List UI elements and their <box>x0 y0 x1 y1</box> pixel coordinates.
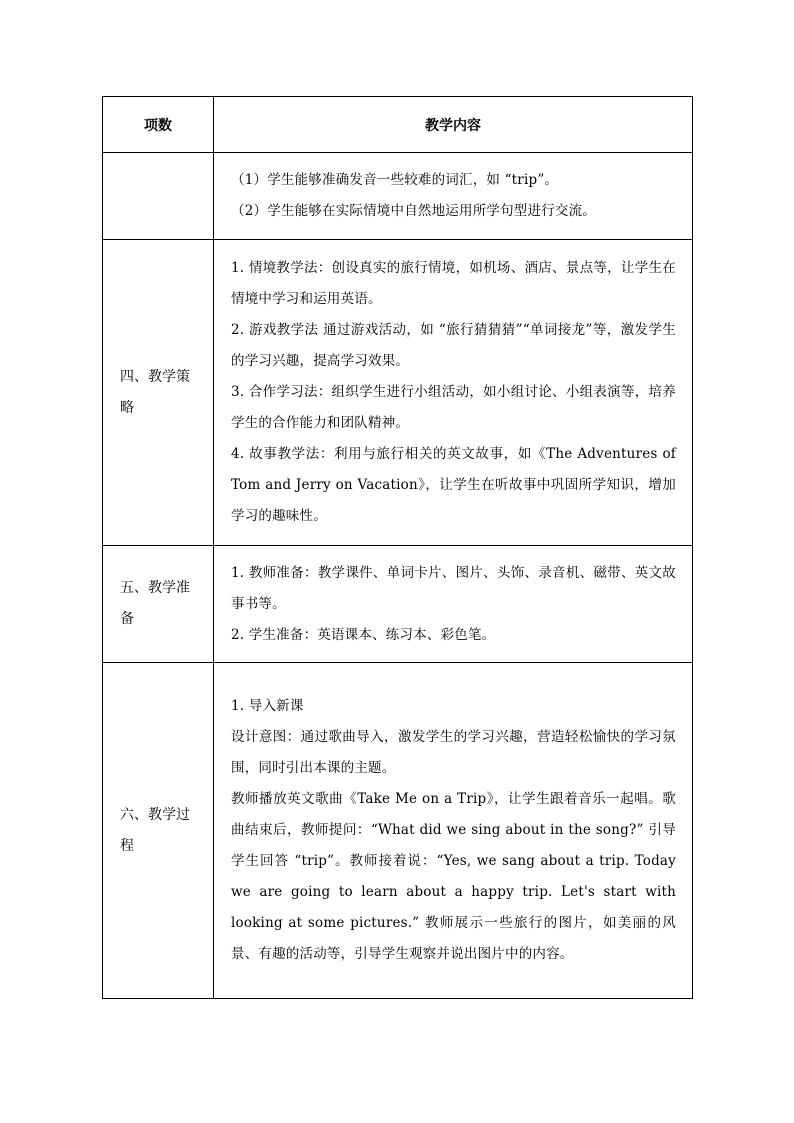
content-paragraph: 1. 情境教学法：创设真实的旅行情境，如机场、酒店、景点等，让学生在情境中学习和运用英语。 <box>231 260 676 307</box>
row-label: 六、教学过程 <box>103 663 214 999</box>
row-label: 四、教学策略 <box>103 240 214 546</box>
table-row <box>103 663 693 999</box>
content-paragraph: （2）学生能够在实际情境中自然地运用所学句型进行交流。 <box>231 203 596 219</box>
content-paragraph: 4. 故事教学法：利用与旅行相关的英文故事，如《The Adventures of Tom and Jerry on Vacation》，让学生在听故事中巩固所学知识，增加学习的趣味性。 <box>231 446 676 524</box>
row-content <box>214 240 693 546</box>
row-content <box>214 663 693 999</box>
row-label: 五、教学准备 <box>103 546 214 663</box>
content-paragraph: 1. 导入新课 <box>231 698 304 714</box>
row-label <box>103 153 214 240</box>
row-content <box>214 153 693 240</box>
content-paragraph: （1）学生能够准确发音一些较难的词汇，如 “trip”。 <box>231 172 559 188</box>
table-row <box>103 240 693 546</box>
table-row <box>103 546 693 663</box>
content-paragraph: 3. 合作学习法：组织学生进行小组活动，如小组讨论、小组表演等，培养学生的合作能力和团队精神。 <box>231 384 676 431</box>
content-paragraph: 设计意图：通过歌曲导入，激发学生的学习兴趣，营造轻松愉快的学习氛围，同时引出本课的主题。 <box>231 729 676 776</box>
content-paragraph: 1. 教师准备：教学课件、单词卡片、图片、头饰、录音机、磁带、英文故事书等。 <box>231 564 676 612</box>
table-row <box>103 153 693 240</box>
table-header-row <box>103 97 693 153</box>
header-teaching-content: 教学内容 <box>214 97 693 153</box>
content-paragraph: 2. 学生准备：英语课本、练习本、彩色笔。 <box>231 626 496 643</box>
header-item-count: 项数 <box>103 97 214 153</box>
lesson-plan-table <box>102 96 693 999</box>
content-paragraph: 2. 游戏教学法 通过游戏活动，如 “旅行猜猜猜”“单词接龙”等，激发学生的学习兴趣，提高学习效果。 <box>231 322 676 369</box>
row-content <box>214 546 693 663</box>
content-paragraph: 教师播放英文歌曲《Take Me on a Trip》，让学生跟着音乐一起唱。歌曲结束后，教师提问：“What did we sing about in the song?” 引导学生回答 “trip”。教师接着说：“Yes, we sang about a trip. Today we are going to learn about a happy trip. Let's start with looking at some pictures.” 教师展示一些旅行的图片，如美丽的风景、有趣的活动等，引导学生观察并说出图片中的内容。 <box>231 791 676 962</box>
